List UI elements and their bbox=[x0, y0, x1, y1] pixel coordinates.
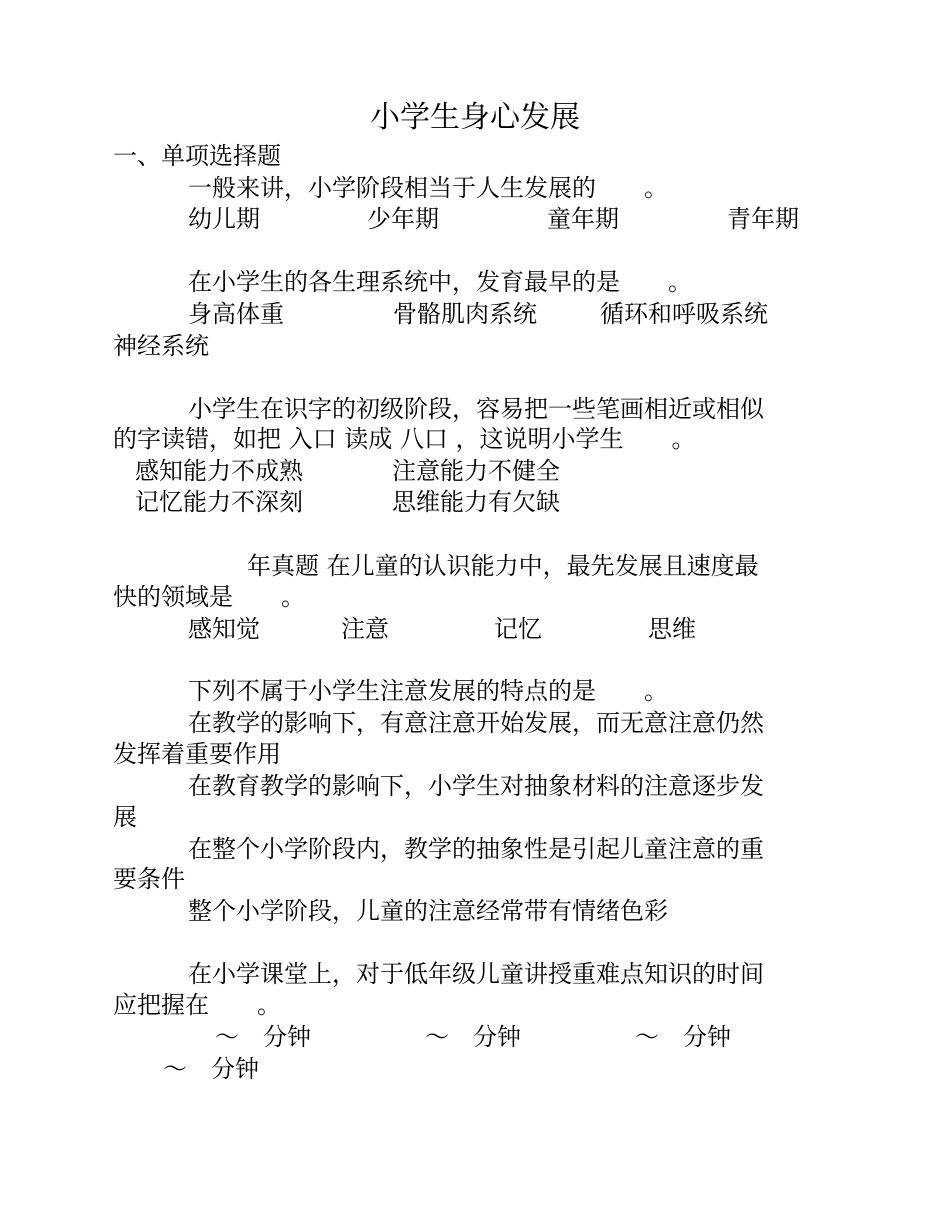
option-b: 注意能力不健全 bbox=[392, 457, 560, 485]
question-stem: 下列不属于小学生注意发展的特点的是 。 bbox=[188, 677, 668, 705]
option-b: 注意 bbox=[341, 615, 389, 643]
option-a: 感知觉 bbox=[188, 615, 260, 643]
option-d: 整个小学阶段，儿童的注意经常带有情绪色彩 bbox=[188, 897, 668, 925]
question-stem: 应把握在 。 bbox=[113, 991, 281, 1019]
document-title: 小学生身心发展 bbox=[370, 100, 580, 135]
option-a: ～ 分钟 bbox=[215, 1023, 311, 1051]
option-b: 少年期 bbox=[367, 205, 439, 233]
option-c: 在整个小学阶段内，教学的抽象性是引起儿童注意的重 bbox=[188, 835, 764, 863]
question-stem: 在小学课堂上，对于低年级儿童讲授重难点知识的时间 bbox=[188, 960, 764, 988]
option-a: 感知能力不成熟 bbox=[135, 457, 303, 485]
question-stem: 在小学生的各生理系统中，发育最早的是 。 bbox=[188, 268, 692, 296]
option-a: 在教学的影响下，有意注意开始发展，而无意注意仍然 bbox=[188, 709, 764, 737]
option-b: 在教育教学的影响下，小学生对抽象材料的注意逐步发 bbox=[188, 772, 764, 800]
option-b: 骨骼肌肉系统 bbox=[393, 300, 537, 328]
option-a: 发挥着重要作用 bbox=[113, 740, 281, 768]
option-c: 记忆能力不深刻 bbox=[135, 488, 303, 516]
option-b: 展 bbox=[113, 803, 137, 831]
option-c: 记忆 bbox=[494, 615, 542, 643]
option-a: 幼儿期 bbox=[188, 205, 260, 233]
question-stem: 的字读错，如把 入口 读成 八口 ，这说明小学生 。 bbox=[113, 425, 696, 453]
option-d: 青年期 bbox=[727, 205, 799, 233]
option-d: 思维能力有欠缺 bbox=[392, 488, 560, 516]
question-stem: 小学生在识字的初级阶段，容易把一些笔画相近或相似 bbox=[188, 395, 764, 423]
section-heading: 一、单项选择题 bbox=[113, 142, 281, 170]
question-stem: 一般来讲，小学阶段相当于人生发展的 。 bbox=[188, 174, 668, 202]
question-stem: 年真题 在儿童的认识能力中，最先发展且速度最 bbox=[247, 552, 759, 580]
option-c: 要条件 bbox=[113, 865, 185, 893]
option-d: 神经系统 bbox=[113, 332, 209, 360]
question-stem: 快的领域是 。 bbox=[113, 583, 305, 611]
option-a: 身高体重 bbox=[188, 300, 284, 328]
option-d: 思维 bbox=[648, 615, 696, 643]
option-c: 童年期 bbox=[547, 205, 619, 233]
option-c: 循环和呼吸系统 bbox=[600, 300, 768, 328]
option-d: ～ 分钟 bbox=[163, 1055, 259, 1083]
option-c: ～ 分钟 bbox=[635, 1023, 731, 1051]
option-b: ～ 分钟 bbox=[425, 1023, 521, 1051]
